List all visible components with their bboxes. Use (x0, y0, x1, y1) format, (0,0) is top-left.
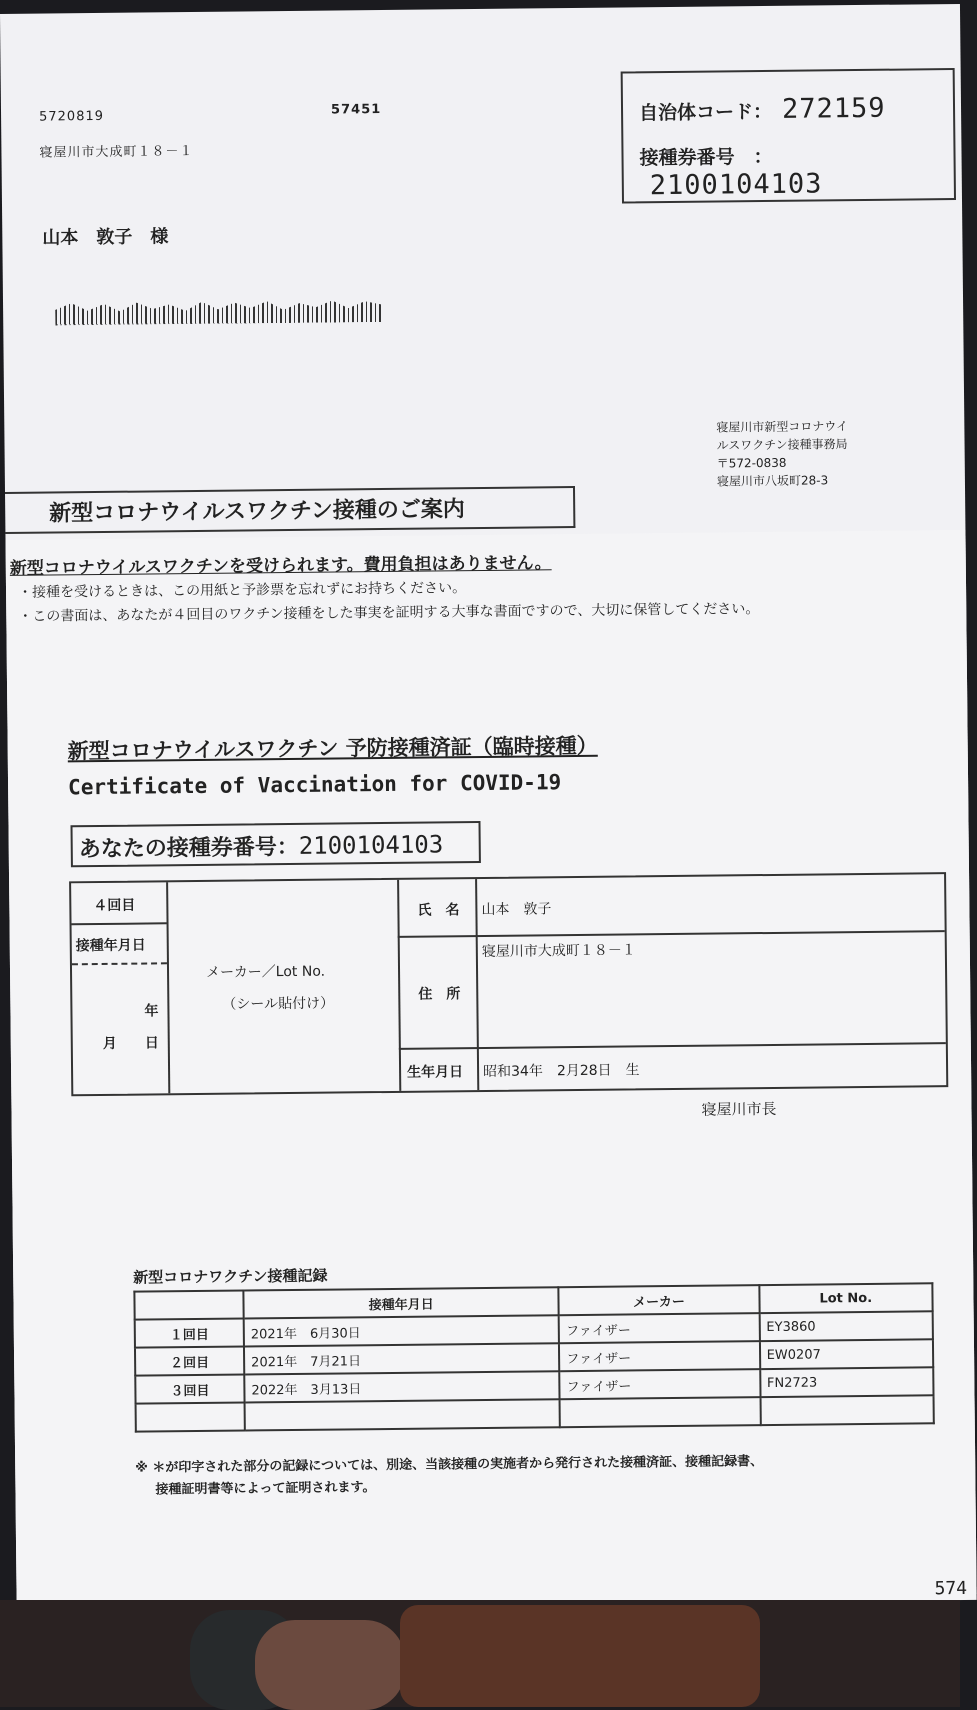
divider (72, 922, 167, 925)
birth-value: 昭和34年 2月28日 生 (483, 1062, 640, 1080)
record-note-line1: ※ ＊が印字された部分の記録については、別途、当該接種の実施者から発行された接種済証、接種記録書、 (135, 1454, 764, 1476)
date-label: 接種年月日 (75, 937, 146, 955)
record-date: 2022年 3月13日 (244, 1371, 560, 1402)
divider (166, 882, 170, 1093)
divider (398, 930, 945, 938)
sender-office-line1: 寝屋川市新型コロナウイ (716, 419, 849, 435)
ticket-number: 2100104103 (649, 168, 823, 202)
birth-label: 生年月日 (407, 1064, 464, 1081)
notice-bullet-2: ・この書面は、あなたが４回目のワクチン接種をした事実を証明する大事な書面ですので、大切に保管してください。 (18, 601, 760, 625)
sender-block (716, 417, 848, 490)
divider (72, 962, 167, 965)
postal-code: 5720819 (39, 108, 105, 125)
page-number: 574 (934, 1577, 968, 1600)
guide-title: 新型コロナウイルスワクチン接種のご案内 (5, 486, 575, 534)
record-maker: ファイザー (559, 1313, 760, 1343)
certificate-section (6, 530, 977, 1610)
municipality-code-row (639, 93, 886, 127)
record-dose (136, 1403, 245, 1432)
code-box (621, 68, 956, 203)
vaccination-record-table (133, 1282, 934, 1432)
ticket-box-label: あなたの接種券番号： (78, 834, 299, 863)
record-maker (560, 1397, 761, 1427)
maker-lot-label: メーカー／Lot No. (205, 963, 326, 981)
wooden-object (400, 1605, 760, 1707)
notice-headline: 新型コロナウイルスワクチンを受けられます。費用負担はありません。 (9, 553, 552, 579)
issuer: 寝屋川市長 (701, 1099, 777, 1119)
record-header: メーカー (559, 1285, 760, 1315)
address-value: 寝屋川市大成町１８－１ (481, 942, 636, 961)
ticket-box-number: 2100104103 (298, 830, 444, 860)
record-dose: ２回目 (135, 1347, 244, 1376)
record-header: Lot No. (759, 1283, 933, 1313)
record-date (245, 1399, 561, 1430)
dose-label: ４回目 (93, 897, 136, 915)
certificate-table (69, 872, 948, 1096)
notice-bullet-1: ・接種を受けるときは、この用紙と予診票を忘れずにお持ちください。 (17, 580, 467, 601)
sender-address: 寝屋川市八坂町28-3 (716, 473, 829, 489)
name-label: 氏 名 (417, 902, 460, 919)
postal-barcode (55, 300, 381, 325)
record-dose: １回目 (135, 1319, 244, 1348)
record-lot: EW0207 (760, 1339, 934, 1369)
ticket-number-row (639, 140, 954, 201)
year-label: 年 (144, 1003, 159, 1020)
sender-postal: 〒572-0838 (716, 455, 787, 471)
recipient-name: 山本 敦子 様 (42, 226, 169, 249)
sticker-label: （シール貼付け） (222, 995, 335, 1013)
sender-office-line2: ルスワクチン接種事務局 (716, 437, 848, 453)
divider (475, 879, 479, 1090)
record-lot: EY3860 (759, 1311, 933, 1341)
certificate-title-ja: 新型コロナウイルスワクチン 予防接種済証（臨時接種） (67, 733, 598, 764)
document-sheet (0, 4, 977, 1604)
ticket-number-label: 接種券番号 ： (639, 145, 773, 170)
month-label: 月 (102, 1035, 117, 1052)
day-label: 日 (144, 1035, 159, 1052)
record-date: 2021年 6月30日 (244, 1315, 560, 1346)
divider (399, 1042, 946, 1050)
background-surface (0, 1600, 960, 1707)
serial-number: 57451 (330, 102, 382, 118)
record-maker: ファイザー (559, 1369, 760, 1399)
finger (255, 1620, 405, 1710)
record-lot (760, 1395, 934, 1425)
divider (397, 880, 401, 1091)
record-date: 2021年 7月21日 (244, 1343, 560, 1374)
record-maker: ファイザー (559, 1341, 760, 1371)
municipality-code-label: 自治体コード： (638, 100, 773, 125)
record-header: 接種年月日 (243, 1287, 559, 1318)
address-label: 住 所 (418, 986, 461, 1003)
municipality-code: 272159 (781, 92, 886, 125)
ticket-number-box (70, 821, 480, 867)
recipient-address: 寝屋川市大成町１８－１ (39, 143, 194, 161)
record-dose: ３回目 (135, 1375, 244, 1404)
record-title: 新型コロナワクチン接種記録 (133, 1266, 328, 1287)
record-header (134, 1291, 243, 1320)
record-note-line2: 接種証明書等によって証明されます。 (155, 1480, 376, 1498)
certificate-title-en: Certificate of Vaccination for COVID-19 (67, 770, 562, 800)
name-value: 山本 敦子 (481, 901, 552, 919)
record-lot: FN2723 (760, 1367, 934, 1397)
